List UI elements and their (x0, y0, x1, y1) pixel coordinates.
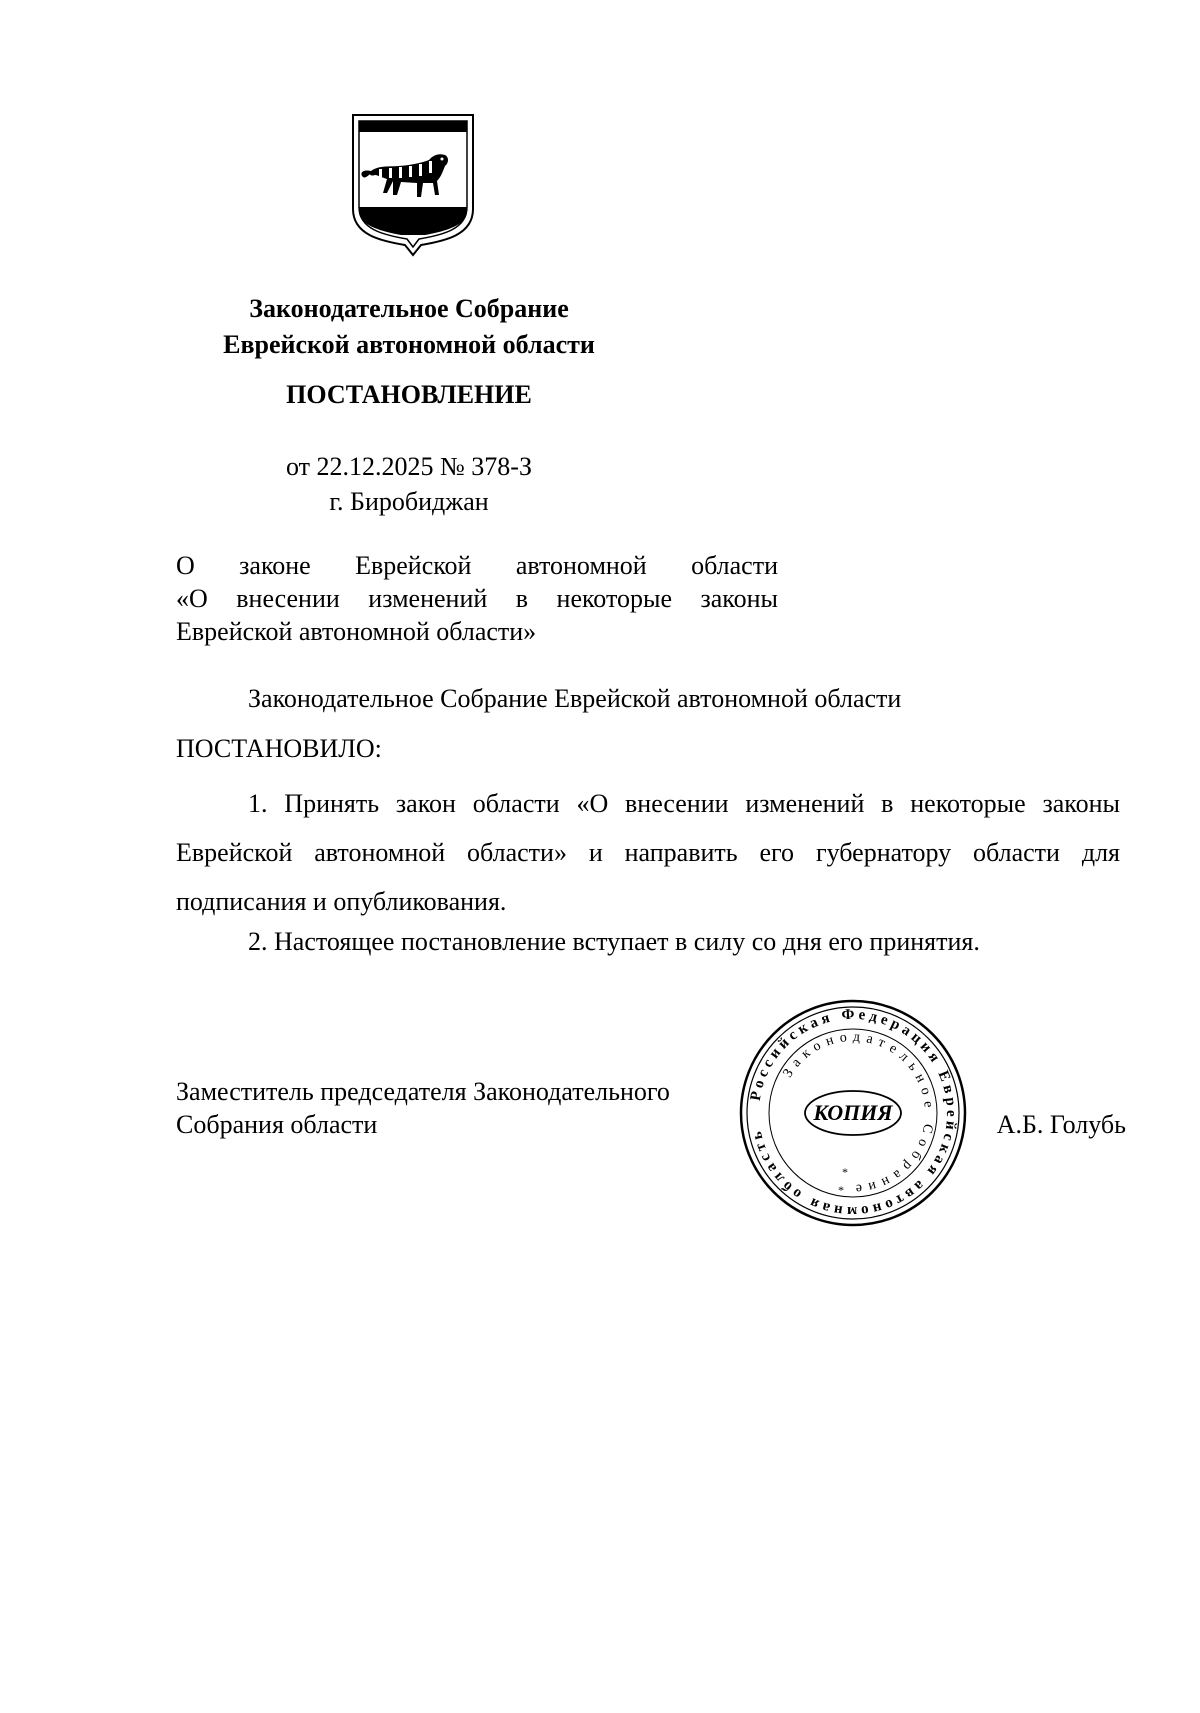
svg-text:Законодательное Собрание: Законодательное Собрание (780, 1029, 937, 1196)
document-city: г. Биробиджан (329, 487, 489, 516)
coat-of-arms-emblem (349, 111, 477, 259)
document-date-number: от 22.12.2025 № 378-З (285, 452, 532, 481)
resolution-item-2: 2. Настоящее постановление вступает в силу со дня его принятия. (248, 927, 980, 956)
svg-text:*: * (842, 1165, 848, 1179)
tiger-coat-of-arms-icon (353, 115, 473, 255)
official-seal-stamp (738, 998, 968, 1228)
document-type: ПОСТАНОВЛЕНИЕ (286, 380, 532, 409)
document-subject-line3: Еврейской автономной области» (176, 617, 537, 646)
signer-position (176, 1075, 736, 1141)
svg-text:Российская Федерация Еврейская: Российская Федерация Еврейская автономная область (747, 1006, 960, 1220)
document-subject-line2: «О внесении изменений в некоторые законы (176, 584, 778, 613)
organization-name-line2: Еврейской автономной области (223, 330, 595, 359)
svg-text:КОПИЯ: КОПИЯ (813, 1100, 893, 1125)
preamble-paragraph: Законодательное Собрание Еврейской автономной области (248, 684, 902, 713)
svg-text:*: * (838, 1183, 844, 1197)
document-subject-line1: О законе Еврейской автономной области (176, 551, 778, 580)
decided-heading: ПОСТАНОВИЛО: (176, 734, 382, 763)
signer-position-line1: Заместитель председателя Законодательного (176, 1077, 670, 1106)
document-meta (160, 449, 658, 519)
document-subject (176, 549, 778, 648)
signer-position-line2: Собрания области (176, 1110, 378, 1139)
signer-name: А.Б. Голубь (996, 1110, 1126, 1139)
organization-name (160, 291, 658, 363)
resolution-item-1: 1. Принять закон области «О внесении изменений в некоторые законы Еврейской автономной области» и направить его губернатору области для подписания и опубликования. (176, 789, 1120, 916)
organization-name-line1: Законодательное Собрание (249, 294, 569, 323)
